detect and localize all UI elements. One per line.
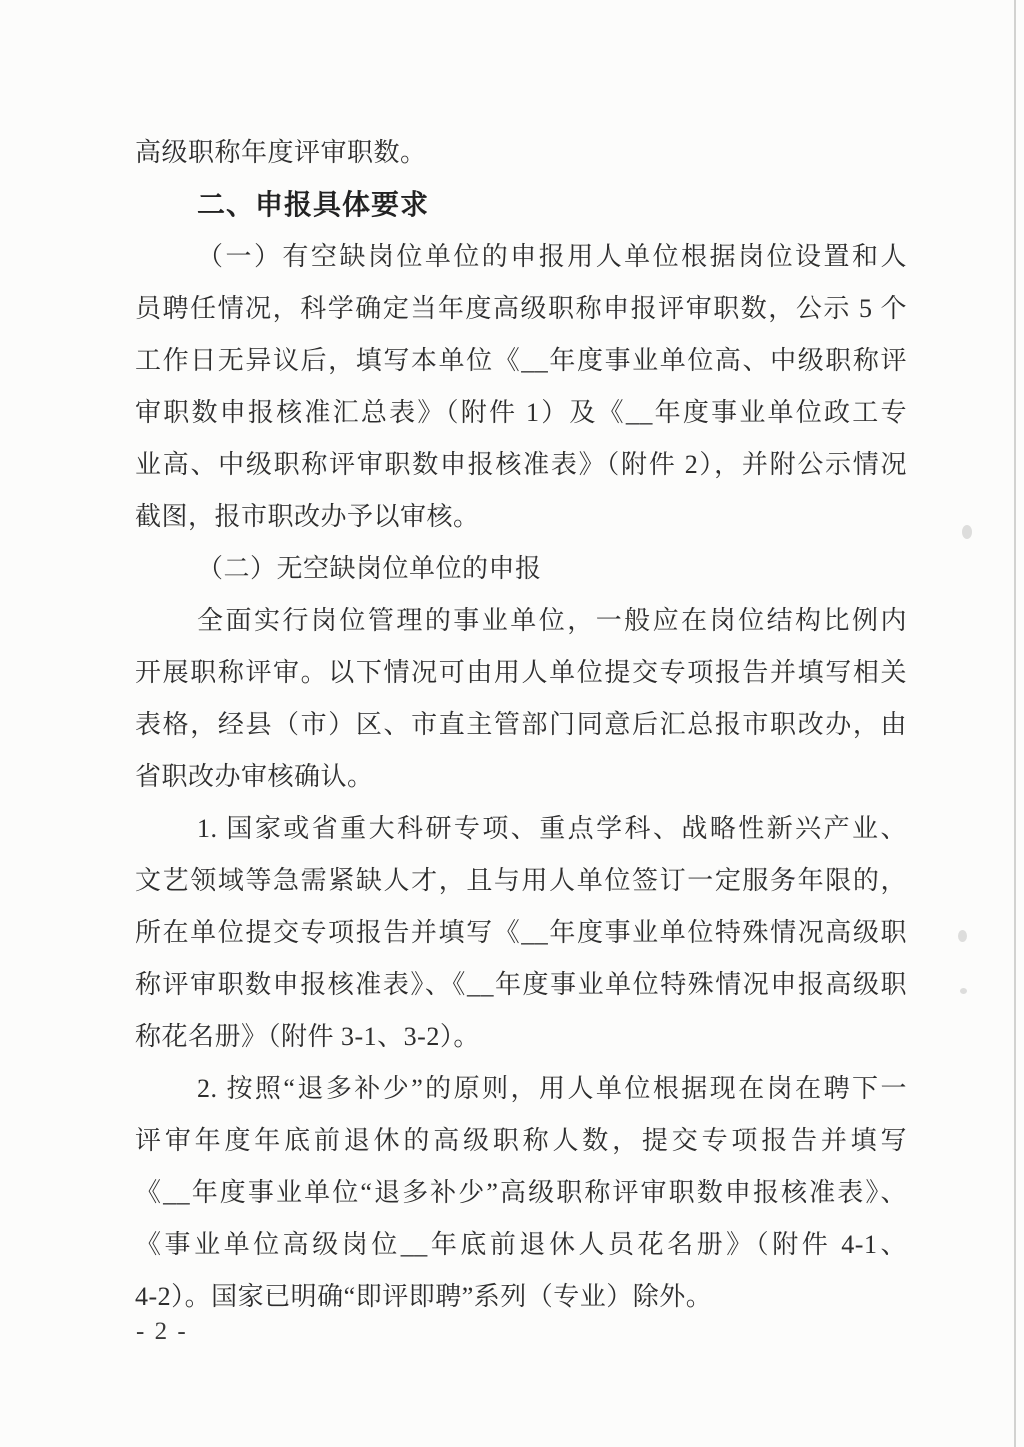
text-line: 文艺领域等急需紧缺人才，且与用人单位签订一定服务年限的， (135, 866, 907, 895)
text-line: 业高、中级职称评审职数申报核准表》（附件 2），并附公示情况 (135, 450, 907, 479)
text-line: 省职改办审核确认。 (135, 762, 374, 791)
scan-smudge (958, 930, 967, 942)
text-line: 高级职称年度评审职数。 (135, 138, 427, 167)
text-line: 二、申报具体要求 (197, 189, 430, 220)
text-line: 表格，经县（市）区、市直主管部门同意后汇总报市职改办，由 (135, 710, 907, 739)
text-line: 4-2）。国家已明确“即评即聘”系列（专业）除外。 (135, 1282, 713, 1311)
text-line: 称评审职数申报核准表》、《__年度事业单位特殊情况申报高级职 (135, 970, 907, 999)
text-line: 全面实行岗位管理的事业单位，一般应在岗位结构比例内 (197, 606, 907, 635)
page-number: - 2 - (136, 1318, 188, 1345)
text-line: 《事业单位高级岗位__年底前退休人员花名册》（附件 4-1、 (135, 1230, 907, 1259)
text-line: 《__年度事业单位“退多补少”高级职称评审职数申报核准表》、 (135, 1178, 907, 1207)
text-line: 截图，报市职改办予以审核。 (135, 502, 480, 531)
text-line: （二）无空缺岗位单位的申报 (197, 554, 542, 583)
scan-smudge (960, 988, 967, 994)
text-line: 评审年度年底前退休的高级职称人数，提交专项报告并填写 (135, 1126, 907, 1155)
document-body (135, 127, 907, 1323)
text-line: 员聘任情况，科学确定当年度高级职称申报评审职数，公示 5 个 (135, 294, 907, 323)
text-line: 1. 国家或省重大科研专项、重点学科、战略性新兴产业、 (197, 814, 907, 843)
text-line: 开展职称评审。以下情况可由用人单位提交专项报告并填写相关 (135, 658, 907, 687)
text-line: （一）有空缺岗位单位的申报用人单位根据岗位设置和人 (197, 242, 907, 271)
text-line: 2. 按照“退多补少”的原则，用人单位根据现在岗在聘下一 (197, 1074, 907, 1103)
text-line: 工作日无异议后，填写本单位《__年度事业单位高、中级职称评 (135, 346, 907, 375)
scan-smudge (962, 525, 972, 539)
text-line: 所在单位提交专项报告并填写《__年度事业单位特殊情况高级职 (135, 918, 907, 947)
text-line: 称花名册》（附件 3-1、3-2）。 (135, 1022, 480, 1051)
text-line: 审职数申报核准汇总表》（附件 1）及《__年度事业单位政工专 (135, 398, 907, 427)
scan-edge-artifact (1014, 0, 1016, 1447)
